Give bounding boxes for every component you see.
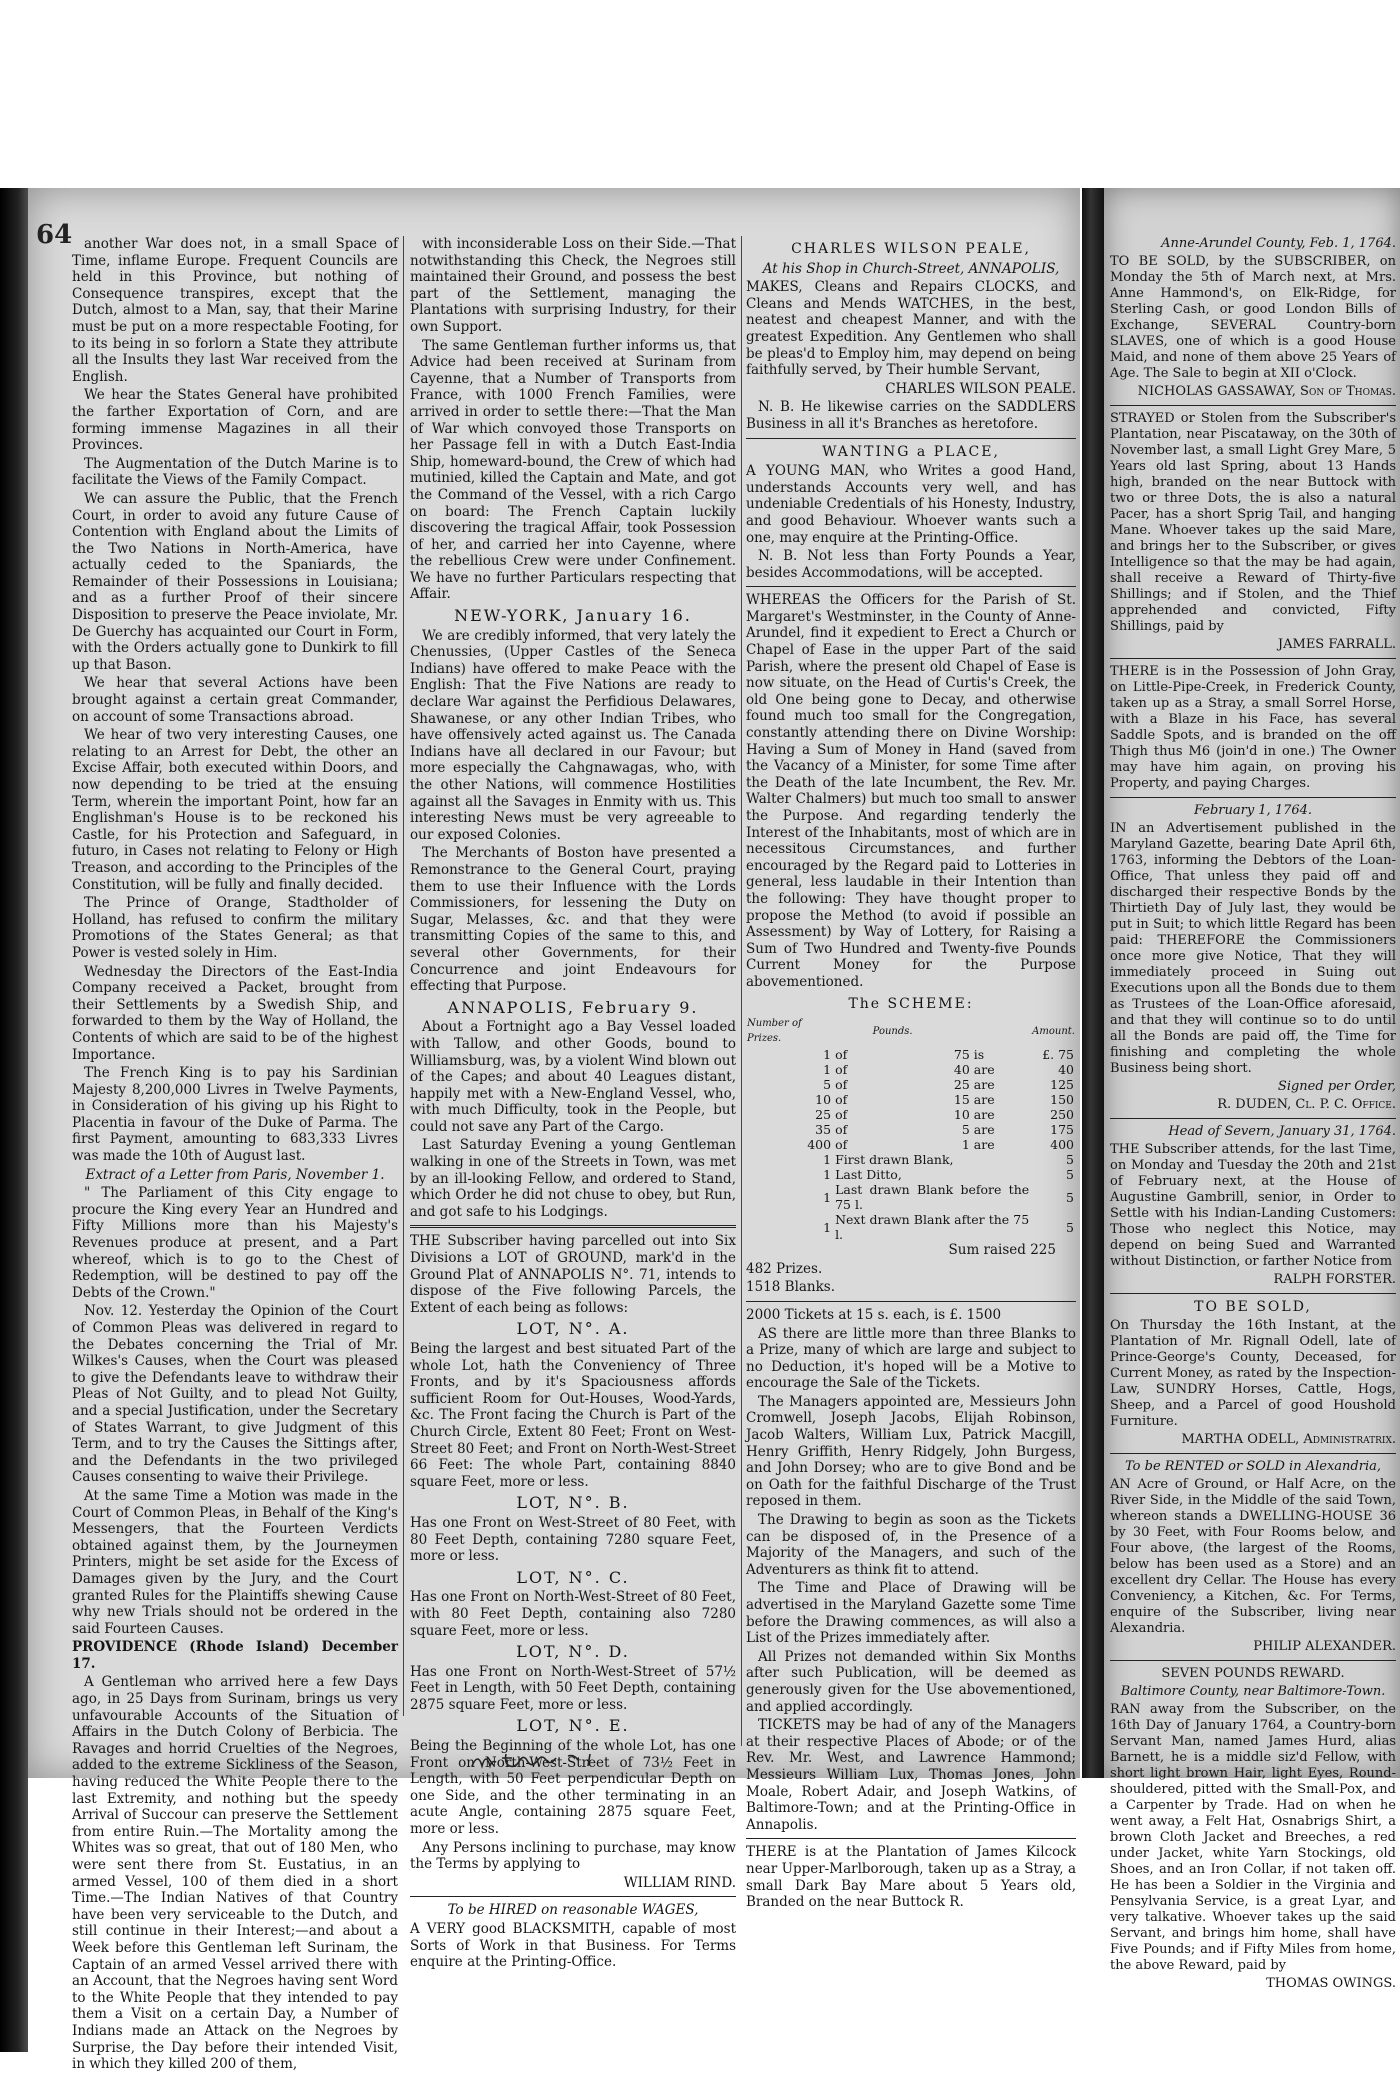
column-2-articles	[410, 236, 736, 603]
scheme-cell: 5	[961, 1122, 970, 1138]
handwritten-signature	[468, 1746, 628, 1776]
scheme-cell: 1	[823, 1167, 832, 1183]
scheme-cell: are	[973, 1122, 995, 1138]
scheme-cell: are	[973, 1107, 995, 1123]
divider	[1110, 1453, 1396, 1454]
scheme-cell: 1	[823, 1047, 832, 1063]
extract-heading: Extract of a Letter from Paris, November 1.	[85, 1166, 385, 1183]
scheme-cell: 25	[953, 1077, 970, 1093]
scheme-extra-row	[746, 1152, 1076, 1167]
lot-description: Has one Front on North-West-Street of 57½ Feet in Length, with 50 Feet Depth, containing 2875 square Feet, more or less.	[410, 1663, 736, 1713]
scheme-cell: 150	[1050, 1092, 1074, 1108]
scheme-cell: of	[835, 1107, 848, 1123]
news-paragraph: Last Saturday Evening a young Gentleman walking in one of the Streets in Town, was met by an ill-looking Fellow, and ordered to Stand, which Order he did not chuse to obey, but Run, and got safe to his Lodgings.	[410, 1137, 736, 1220]
scheme-cell: 40	[953, 1062, 970, 1078]
scheme-cell: 10	[953, 1107, 970, 1123]
column-1	[72, 236, 398, 2073]
lots-signature: WILLIAM RIND.	[623, 1874, 736, 1891]
lottery-paragraph: The Drawing to begin as soon as the Tickets can be disposed of, in the Presence of a Majority of the Managers, and such of the Adventurers as think fit to attend.	[746, 1512, 1076, 1578]
alexandria-signature: PHILIP ALEXANDER.	[1253, 1639, 1396, 1654]
severn-dateline: Head of Severn, January 31, 1764.	[1168, 1124, 1396, 1139]
peale-ad: MAKES, Cleans and Repairs CLOCKS, and Cleans and Mends WATCHES, in the best, neatest and cheapest Manner, and with the greatest Expedition. Any Gentlemen who shall be pleas'd to Employ him, may depend on being faithfully served, by Their humble Servant,	[746, 279, 1076, 379]
lottery-paragraph: TICKETS may be had of any of the Managers at their respective Places of Abode; or of the Rev. Mr. West, and Lawrence Hammond; Messieurs William Lux, Thomas Jones, John Moale, Robert Adair, and Joseph Watkins, of Baltimore-Town; and at the Printing-Office in Annapolis.	[746, 1717, 1076, 1833]
scheme-cell: 5	[1066, 1189, 1074, 1205]
reward-heading: SEVEN POUNDS REWARD.	[1161, 1666, 1345, 1681]
scheme-row	[746, 1062, 1076, 1077]
odell-ad: On Thursday the 16th Instant, at the Plantation of Mr. Rignall Odell, late of Prince-George's County, Deceased, for Current Money, as rated by the Inspection-Law, SUNDRY Horses, Cattle, Hogs, Sheep, and a Parcel of good Houshold Furniture.	[1110, 1318, 1396, 1429]
slave-sale-signature: NICHOLAS GASSAWAY, Son of Thomas.	[1137, 384, 1396, 399]
peale-note: N. B. He likewise carries on the SADDLERS Business in all it's Branches as heretofore.	[746, 399, 1076, 432]
loan-office-ad: IN an Advertisement published in the Maryland Gazette, bearing Date April 6th, 1763, informing the Debtors of the Loan-Office, That unless they paid off and discharged their respective Bonds by the Thirtieth Day of July last, they would be put in Suit; to which little Regard has been paid: THEREFORE the Commissioners once more give Notice, That they will immediately proceed in Suing out Executions upon all the Bonds due to them as Trustees of the Loan-Office aforesaid, and that they will continue so to do until all the Bonds are paid off, the Time for finishing and completing the whole Business being short.	[1110, 821, 1396, 1076]
providence-article: A Gentleman who arrived here a few Days ago, in 25 Days from Surinam, brings us very unfavourable Accounts of the Situation of Affairs in the Dutch Colony of Berbicia. The Ravages and horrid Cruelties of the Negroes, added to the extreme Sickliness of the Season, having reduced the White People there to the last Extremity, and nothing but the speedy Arrival of Succour can preserve the Settlement from entire Ruin.—The Mortality among the Whites was so great, that out of 180 Men, who were sent there from St. Eustatius, in an armed Vessel, 100 of them died in a short Time.—The Indian Natives of that Country have been very serviceable to the Dutch, and still continue in their Interest;—and about a Week before this Gentleman left Surinam, the Captain of an armed Vessel arrived there with an Account, that the Negroes having sent Word to the White People that they intended to pay them a Visit on a certain Day, a Number of Indians made an Attack on the Negroes by Surprise, the Day before their intended Visit, in which they killed 200 of them,	[72, 1674, 398, 2073]
annapolis-heading: ANNAPOLIS, February 9.	[447, 997, 699, 1017]
news-paragraph: We hear that several Actions have been brought against a certain great Commander, on account of some Transactions abroad.	[72, 675, 398, 725]
scheme-cell: Last Ditto,	[835, 1167, 902, 1183]
scheme-cell: Next drawn Blank after the 75 l.	[835, 1212, 1030, 1243]
lot-description: Has one Front on West-Street of 80 Feet, with 80 Feet Depth, containing 7280 square Feet, more or less.	[410, 1514, 736, 1565]
scheme-header: Pounds.	[872, 1025, 913, 1037]
lottery-notice: WHEREAS the Officers for the Parish of St. Margaret's Westminster, in the County of Anne-Arundel, find it expedient to Erect a Church or Chapel of Ease in the upper Part of the said Parish, where the present old Chapel of Ease is now situate, on the Head of Curtis's Creek, the old One being gone to Decay, and otherwise found much too small for the Congregation, constantly attending there on Divine Worship: Having a Sum of Money in Hand (saved from the Vacancy of a Minister, for some Time after the Death of the late Incumbent, the Rev. Mr. Walter Chalmers) but much too small to answer the Purpose. And regarding tenderly the Interest of the Inhabitants, most of which are in necessitous Circumstances, and further encouraged by the Regard paid to Lotteries in general, less laudable in their Intention than the following: They have thought proper to propose the Method (to avoid if possible an Assessment) by Way of Lottery, for Raising a Sum of Two Hundred and Twenty-five Pounds Current Money for the Purpose abovementioned.	[746, 592, 1076, 990]
lot-heading: LOT, N°. D.	[516, 1642, 630, 1662]
page-gutter	[1082, 188, 1104, 1778]
loan-office-date: February 1, 1764.	[1193, 803, 1313, 818]
scheme-cell: 1	[823, 1152, 832, 1168]
scheme-cell: 75	[953, 1047, 970, 1063]
scheme-extra-row	[746, 1182, 1076, 1212]
scheme-cell: 35	[815, 1122, 832, 1138]
lot-description: Has one Front on North-West-Street of 80 Feet, with 80 Feet Depth, containing also 7280 square Feet, more or less.	[410, 1589, 736, 1639]
scheme-prizes: 482 Prizes.	[746, 1260, 823, 1277]
lottery-paragraph: The Managers appointed are, Messieurs John Cromwell, Joseph Jacobs, Elijah Robinson, Jacob Walters, William Lux, Patrick Macgill, Henry Griffith, Henry Ridgely, John Burgess, and John Dorsey; who are to give Bond and be on Oath for the faithful Discharge of the Trust reposed in them.	[746, 1393, 1076, 1510]
scheme-table	[746, 1015, 1076, 1242]
scheme-row	[746, 1107, 1076, 1122]
lot-heading: LOT, N°. E.	[516, 1716, 630, 1736]
scheme-cell: £. 75	[1042, 1047, 1074, 1063]
divider	[746, 586, 1076, 587]
scheme-cell: First drawn Blank,	[835, 1152, 954, 1168]
divider	[1110, 1660, 1396, 1661]
severn-signature: RALPH FORSTER.	[1273, 1272, 1396, 1287]
news-paragraph: The same Gentleman further informs us, that Advice had been received at Surinam from Cayenne, that a Number of Transports from France, with 1000 French Families, were arrived in order to settle there:—That the Man of War which convoyed those Transports on her Passage fell in with a Dutch East-India Ship, homeward-bound, the Crew of which had mutinied, killed the Captain and Mate, and got the Command of the Vessel, with a rich Cargo on board: The French Captain luckily discovering the tragical Affair, took Possession of her, and carried her into Cayenne, where the rebellious Crew were under Confinement. We have no further Particulars respecting that Affair.	[410, 337, 736, 603]
alexandria-ad: AN Acre of Ground, or Half Acre, on the River Side, in the Middle of the said Town, whereon stands a DWELLING-HOUSE 36 by 30 Feet, with Four Rooms below, and Four above, (the largest of the Rooms, below has been used as a Store) and an excellent dry Cellar. The House has every Conveniency, a Kitchen, &c. For Terms, enquire of the Subscriber, living near Alexandria.	[1110, 1477, 1396, 1636]
column-rule	[741, 236, 742, 1746]
lottery-paragraph: AS there are little more than three Blanks to a Prize, many of which are large and subject to no Deduction, it's hoped will be a Motive to encourage the Sale of the Tickets.	[746, 1325, 1076, 1392]
scheme-cell: 25	[815, 1107, 832, 1123]
scheme-cell: of	[835, 1047, 848, 1063]
divider	[1110, 658, 1396, 659]
news-paragraph: The Augmentation of the Dutch Marine is to facilitate the Views of the Family Compact.	[72, 455, 398, 489]
scheme-row	[746, 1122, 1076, 1137]
news-paragraph: About a Fortnight ago a Bay Vessel loaded with Tallow, and other Goods, bound to Williamsburg, was, by a violent Wind blown out of the Capes; and about 40 Leagues distant, happily met with a New-England Vessel, who, with much Difficulty, took in the People, but could not save any Part of the Cargo.	[410, 1019, 736, 1135]
lottery-details	[746, 1326, 1076, 1834]
scheme-header	[972, 1015, 1031, 1047]
lottery-paragraph: All Prizes not demanded within Six Months after such Publication, will be deemed as generously given for the Use abovementioned, and applied accordingly.	[746, 1648, 1076, 1715]
scheme-cell: are	[973, 1077, 995, 1093]
scheme-cell: of	[835, 1062, 848, 1078]
scheme-header: Amount.	[1032, 1025, 1075, 1037]
scheme-row	[746, 1047, 1076, 1062]
runaway-ad: RAN away from the Subscriber, on the 16th Day of January 1764, a Country-born Servant Man, named James Hurd, alias Barnett, he is a middle siz'd Fellow, with short light brown Hair, light Eyes, Round-shouldered, pitted with the Small-Pox, and a Carpenter by Trade. Had on when he went away, a Felt Hat, Osnabrigs Shirt, a brown Cloth Jacket and Breeches, a red under Jacket, white Yarn Stockings, old Shoes, and an Iron Collar, if not taken off. He has been a Soldier in the Virginia and Pensylvania Service, is a great Lyar, and very talkative. Whoever takes up the said Servant, and brings him home, shall have Five Pounds; and if Fifty Miles from home, the above Reward, paid by	[1110, 1702, 1396, 1973]
news-paragraph: with inconsiderable Loss on their Side.—That notwithstanding this Check, the Negroes still maintained their Ground, and possess the best part of the Settlement, managing the Plantations with surprising Industry, for their own Support.	[410, 236, 736, 335]
news-paragraph: Nov. 12. Yesterday the Opinion of the Court of Common Pleas was delivered in regard to the Debates concerning the Trial of Mr. Wilkes's Causes, when the Court was pleased to give the Defendants leave to withdraw their Pleas of Not Guilty, and to plead Not Guilty, and a special Justification, under the Secretary of States Warrant, to give Judgment of this Term, and to try the Causes the Sittings after, and the Defendants in the two privileged Causes consenting to waive their Privilege.	[72, 1303, 398, 1486]
scheme-row	[746, 1092, 1076, 1107]
lots-close: Any Persons inclining to purchase, may know the Terms by applying to	[410, 1839, 736, 1873]
reward-subheading: Baltimore County, near Baltimore-Town.	[1120, 1684, 1386, 1699]
divider	[410, 1896, 736, 1897]
scheme-cell: 1	[823, 1219, 832, 1235]
column-1-articles	[72, 236, 398, 1165]
wanting-ad: A YOUNG MAN, who Writes a good Hand, understands Accounts very well, and has undeniable Credentials of his Honesty, Industry, and good Behaviour. Whoever wants such a one, may enquire at the Printing-Office.	[746, 463, 1076, 546]
scheme-cell: of	[835, 1137, 848, 1153]
slave-sale-dateline: Anne-Arundel County, Feb. 1, 1764.	[1161, 236, 1396, 251]
peale-heading: CHARLES WILSON PEALE,	[791, 241, 1031, 257]
divider	[410, 1225, 736, 1228]
scheme-header: Number of Prizes.	[747, 1018, 802, 1045]
strayed-mare-signature: JAMES FARRALL.	[1277, 637, 1396, 652]
scheme-cell: of	[835, 1122, 848, 1138]
scheme-extra-row	[746, 1212, 1076, 1242]
runaway-signature: THOMAS OWINGS.	[1266, 1976, 1396, 1991]
slave-sale-ad: TO BE SOLD, by the SUBSCRIBER, on Monday the 5th of March next, at Mrs. Anne Hammond's, on Elk-Ridge, for Sterling Cash, or good London Bills of Exchange, SEVERAL Country-born SLAVES, one of which is a good House Maid, and none of them above 25 Years of Age. The Sale to begin at XII o'Clock.	[1110, 254, 1396, 381]
lottery-paragraph: The Time and Place of Drawing will be advertised in the Maryland Gazette some Time before the Drawing commences, as will also a List of the Prizes immediately after.	[746, 1580, 1076, 1647]
blacksmith-ad: A VERY good BLACKSMITH, capable of most Sorts of Work in that Business. For Terms enquire at the Printing-Office.	[410, 1921, 736, 1971]
severn-ad: THE Subscriber attends, for the last Time, on Monday and Tuesday the 20th and 21st of February next, at the House of Augustine Gambrill, senior, in Order to Settle with his Indian-Landing Customers: Those who neglect this Notice, may depend on being Sued and Warranted without Distinction, or farther Notice from	[1110, 1142, 1396, 1269]
column-2	[410, 236, 736, 1971]
column-4	[1110, 236, 1396, 1991]
scheme-cell: of	[835, 1077, 848, 1093]
scheme-cell: is	[973, 1047, 985, 1063]
divider	[1110, 797, 1396, 798]
scheme-cell: 1	[823, 1189, 832, 1205]
odell-heading: TO BE SOLD,	[1194, 1299, 1312, 1315]
news-paragraph: The Merchants of Boston have presented a Remonstrance to the General Court, praying them to use their Influence with the Lords Commissioners, for lessening the Duty on Sugar, Melasses, &c. and that they were transmitting Copies of the same to this, and several other Governments, for their Concurrence and joint Endeavours for effecting that Purpose.	[410, 845, 736, 995]
scheme-cell: 250	[1050, 1107, 1074, 1123]
scheme-blanks: 1518 Blanks.	[746, 1279, 836, 1296]
news-paragraph: The Prince of Orange, Stadtholder of Holland, has refused to confirm the military Promotions of the States General; as that Power is vested solely in Him.	[72, 895, 398, 961]
providence-heading: PROVIDENCE (Rhode Island) December 17.	[72, 1639, 398, 1672]
loan-office-signature: R. DUDEN, Cl. P. C. Office.	[1217, 1097, 1396, 1112]
scheme-tickets: 2000 Tickets at 15 s. each, is £. 1500	[746, 1306, 1002, 1323]
scheme-cell: 1	[961, 1137, 970, 1153]
news-paragraph: We hear of two very interesting Causes, one relating to an Arrest for Debt, the other an Excise Affair, both executed within Doors, and now depending to be tried at the ensuing Term, wherein the important Point, how far an Englishman's House is to be reckoned his Castle, for his Protection and Safeguard, in futuro, in Cases not relating to Felony or High Treason, and according to the Principles of the Constitution, will be fully and finally decided.	[72, 727, 398, 893]
strayed-mare-ad: STRAYED or Stolen from the Subscriber's Plantation, near Piscataway, on the 30th of November last, a small Light Grey Mare, 5 Years old last Spring, about 13 Hands high, branded on the near Buttock with two or three Dots, the is also a natural Pacer, has a short Sprig Tail, and hanging Mane. Whoever takes up the said Mare, and brings her to the Subscriber, or gives Intelligence so that the may be had again, shall receive a Reward of Thirty-five Shillings; and if Stolen, and the Thief apprehended and convicted, Fifty Shillings, paid by	[1110, 411, 1396, 634]
divider	[746, 1301, 1076, 1302]
odell-signature: MARTHA ODELL, Administratrix.	[1181, 1432, 1396, 1447]
scheme-cell: are	[973, 1137, 995, 1153]
left-edge-shadow	[0, 188, 30, 2052]
column-1-paris-articles	[72, 1185, 398, 1637]
new-york-heading: NEW-YORK, January 16.	[454, 606, 692, 626]
lot-heading: LOT, N°. C.	[516, 1567, 630, 1587]
scheme-row	[746, 1137, 1076, 1152]
scheme-cell: 40	[1058, 1062, 1074, 1078]
news-paragraph: We hear the States General have prohibited the farther Exportation of Corn, and are forming immense Magazines in all their Provinces.	[72, 387, 398, 454]
scheme-cell: 5	[1066, 1219, 1074, 1235]
scheme-title: The SCHEME:	[848, 995, 974, 1012]
scheme-cell: Last drawn Blank before the 75 l.	[835, 1182, 1030, 1213]
stray-horse-ad: THERE is in the Possession of John Gray, on Little-Pipe-Creek, in Frederick County, taken up as a Stray, a small Sorrel Horse, with a Blaze in his Face, has several Saddle Spots, and is branded on the off Thigh thus M6 (join'd in one.) The Owner may have him again, on proving his Property, and paying Charges.	[1110, 664, 1396, 791]
stray-mare-ad: THERE is at the Plantation of James Kilcock near Upper-Marlborough, taken up as a Stray, a small Dark Bay Mare about 5 Years old, Branded on the near Buttock R.	[746, 1844, 1076, 1911]
news-paragraph: At the same Time a Motion was made in the Court of Common Pleas, in Behalf of the King's Messengers, that the Fourteen Verdicts obtained against them, by the Journeymen Printers, might be set aside for the Excess of Damages given by the Jury, and the Court granted Rules for the Plaintiffs shewing Cause why new Trials should not be ordered in the said Fourteen Causes.	[72, 1487, 398, 1637]
news-paragraph: Wednesday the Directors of the East-India Company received a Packet, brought from their Settlements by a Swedish Ship, and forwarded to them by the Way of Holland, the Contents of which are said to be of the highest Importance.	[72, 963, 398, 1063]
scheme-cell: 5	[1066, 1167, 1074, 1183]
scheme-cell: 1	[823, 1062, 832, 1078]
column-rule	[403, 236, 404, 1716]
scheme-cell: 175	[1050, 1122, 1074, 1138]
scheme-cell: 15	[953, 1092, 970, 1108]
peale-subheading: At his Shop in Church-Street, ANNAPOLIS,	[762, 260, 1060, 277]
annapolis-articles	[410, 1019, 736, 1220]
news-paragraph: We are credibly informed, that very lately the Chenussies, (Upper Castles of the Seneca Indians) have offered to make Peace with the English: That the Five Nations are ready to declare War against the Perfidious Delawares, Shawanese, or any other Indian Tribes, who have offensively acted against us. The Canada Indians have all declared in our Favour; but more especially the Cahgnawagas, who, with the other Nations, will commence Hostilities against all the Savages in Enmity with us. This interesting News must be very agreeable to our exposed Colonies.	[410, 627, 736, 843]
peale-signature: CHARLES WILSON PEALE.	[885, 380, 1076, 397]
wanting-note: N. B. Not less than Forty Pounds a Year, besides Accommodations, will be accepted.	[746, 548, 1076, 581]
scheme-cell: of	[835, 1092, 848, 1108]
new-york-articles	[410, 628, 736, 995]
news-paragraph: another War does not, in a small Space of Time, inflame Europe. Frequent Councils are held in this Province, but nothing of Consequence transpires, except that the Dutch, almost to a Man, say, that their Marine must be put on a more respectable Footing, for to its being in so forlorn a State they attribute all the Insults they last War received from the English.	[72, 236, 398, 385]
lot-heading: LOT, N°. A.	[516, 1319, 630, 1339]
scheme-cell: 5	[823, 1077, 832, 1093]
news-paragraph: " The Parliament of this City engage to procure the King every Year an Hundred and Fifty Millions more than his Majesty's Revenues produce at present, and a Part whereof, which is to go to the Chest of Redemption, will be destined to pay off the Debts of the Crown."	[72, 1185, 398, 1301]
lots-intro: THE Subscriber having parcelled out into Six Divisions a LOT of GROUND, mark'd in the Ground Plat of ANNAPOLIS N°. 71, intends to dispose of the Five following Parcels, the Extent of each being as follows:	[410, 1233, 736, 1316]
scheme-cell: are	[973, 1062, 995, 1078]
divider	[1110, 1118, 1396, 1119]
divider	[746, 1838, 1076, 1839]
lot-heading: LOT, N°. B.	[516, 1493, 630, 1513]
divider	[1110, 1293, 1396, 1294]
lot-description: Being the Beginning of the whole Lot, has one Front on North-West-Street of 73½ Feet in Length, with 50 Feet perpendicular Depth on one Side, and the other terminating in an acute Angle, containing 2875 square Feet, more or less.	[410, 1738, 736, 1838]
news-paragraph: The French King is to pay his Sardinian Majesty 8,200,000 Livres in Twelve Payments, in Consideration of his giving up his Right to Placentia in favour of the Duke of Parma. The first Payment, amounting to 683,333 Livres was made the 10th of August last.	[72, 1065, 398, 1165]
divider	[746, 438, 1076, 439]
loan-office-signed: Signed per Order,	[1277, 1079, 1396, 1094]
lot-description: Being the largest and best situated Part of the whole Lot, hath the Conveniency of Three Fronts, and by it's Spaciousness affords sufficient Room for Out-Houses, Wood-Yards, &c. The Front facing the Church is Part of the Church Circle, Extent 80 Feet; Front on West-Street 80 Feet; and Front on North-West-Street 66 Feet: The whole Part, containing 8840 square Feet, more or less.	[410, 1341, 736, 1490]
scheme-sum: Sum raised 225	[948, 1242, 1056, 1259]
divider	[1110, 405, 1396, 406]
scheme-row	[746, 1077, 1076, 1092]
alexandria-heading: To be RENTED or SOLD in Alexandria,	[1125, 1459, 1381, 1474]
scheme-cell: 125	[1050, 1077, 1074, 1093]
scheme-cell: 400	[1050, 1137, 1074, 1153]
scheme-cell: 10	[815, 1092, 832, 1108]
scheme-cell: are	[973, 1092, 995, 1108]
wanting-heading: WANTING a PLACE,	[822, 443, 1000, 460]
column-3	[746, 236, 1076, 1911]
scheme-cell: 400	[807, 1137, 832, 1153]
news-paragraph: We can assure the Public, that the French Court, in order to avoid any future Cause of Contention with England about the Limits of the Two Nations in North-America, have actually ceded to the Spaniards, the Remainder of their Possessions in Louisiana; and as a further Proof of their sincere Disposition to preserve the Peace inviolate, Mr. De Guerchy has acquainted our Court in Form, with the Orders actually gone to Dunkirk to fill up that Bason.	[72, 490, 398, 673]
scheme-extra-row	[746, 1167, 1076, 1182]
scheme-header	[833, 1015, 872, 1047]
scheme-cell: 5	[1066, 1152, 1074, 1168]
blacksmith-heading: To be HIRED on reasonable WAGES,	[447, 1902, 699, 1919]
page-number: 64	[36, 220, 73, 250]
